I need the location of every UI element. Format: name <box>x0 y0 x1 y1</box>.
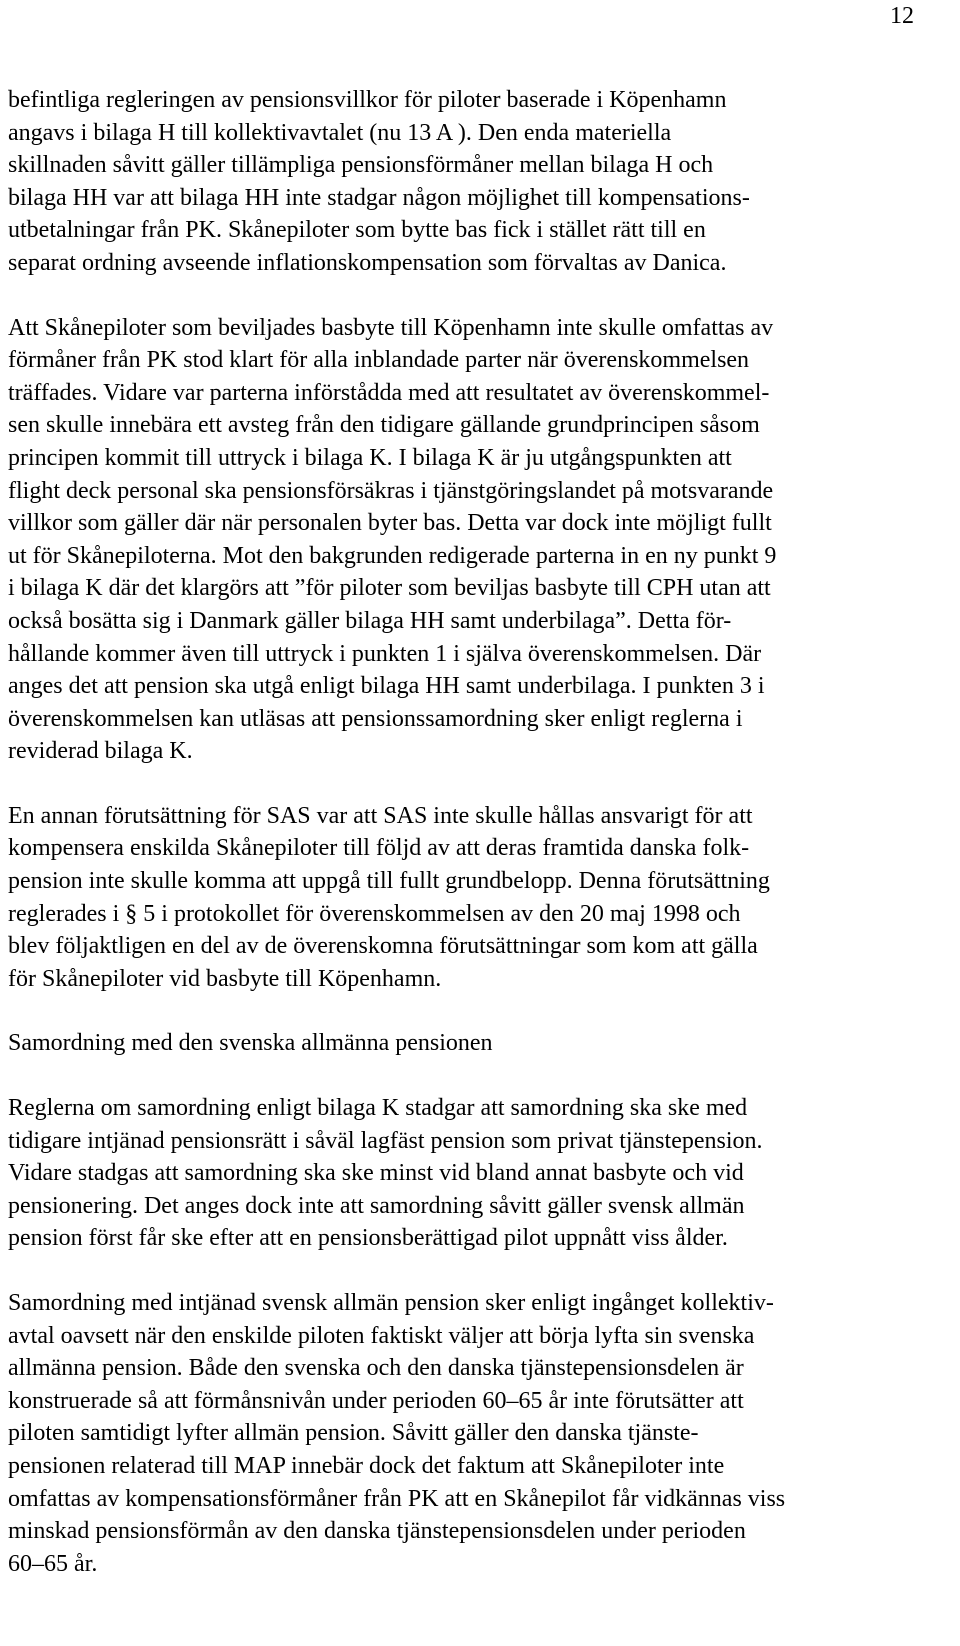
paragraph-2: Att Skånepiloter som beviljades basbyte till Köpenhamn inte skulle omfattas av förmåner från PK stod klart för alla inblandade parter när överenskommelsen träffades. Vidare var parterna införstådda med att resultatet av överenskommel- sen skulle innebära ett avsteg från den tidigare gällande grundprincipen såsom principen kommit till uttryck i bilaga K. I bilaga K är ju utgångspunkten att flight deck personal ska pensionsförsäkras i tjänstgöringslandet på motsvarande villkor som gäller där när personalen byter bas. Detta var dock inte möjligt fullt ut för Skånepiloterna. Mot den bakgrunden redigerade parterna in en ny punkt 9 i bilaga K där det klargörs att ”för piloter som beviljas basbyte till CPH utan att också bosätta sig i Danmark gäller bilaga HH samt underbilaga”. Detta för- hållande kommer även till uttryck i punkten 1 i själva överenskommelsen. Där anges det att pension ska utgå enligt bilaga HH samt underbilaga. I punkten 3 i överenskommelsen kan utläsas att pensionssamordning sker enligt reglerna i reviderad bilaga K. <box>8 314 777 765</box>
document-body <box>8 84 934 1612</box>
section-heading: Samordning med den svenska allmänna pensionen <box>8 1030 493 1057</box>
paragraph-3: En annan förutsättning för SAS var att SAS inte skulle hållas ansvarigt för att kompensera enskilda Skånepiloter till följd av att deras framtida danska folk- pension inte skulle komma att uppgå till fullt grundbelopp. Denna förutsättning reglerades i § 5 i protokollet för överenskommelsen av den 20 maj 1998 och blev följaktligen en del av de överenskomna förutsättningar som kom att gälla för Skånepiloter vid basbyte till Köpenhamn. <box>8 802 770 992</box>
paragraph-1: befintliga regleringen av pensionsvillkor för piloter baserade i Köpenhamn angavs i bilaga H till kollektivavtalet (nu 13 A ). Den enda materiella skillnaden såvitt gäller tillämpliga pensionsförmåner mellan bilaga H och bilaga HH var att bilaga HH inte stadgar någon möjlighet till kompensations- utbetalningar från PK. Skånepiloter som bytte bas fick i stället rätt till en separat ordning avseende inflationskompensation som förvaltas av Danica. <box>8 87 750 276</box>
paragraph-4: Reglerna om samordning enligt bilaga K stadgar att samordning ska ske med tidigare intjänad pensionsrätt i såväl lagfäst pension som privat tjänstepension. Vidare stadgas att samordning ska ske minst vid bland annat basbyte och vid pensionering. Det anges dock inte att samordning såvitt gäller svensk allmän pension först får ske efter att en pensionsberättigad pilot uppnått viss ålder. <box>8 1095 763 1252</box>
page-number: 12 <box>890 3 914 29</box>
paragraph-5: Samordning med intjänad svensk allmän pension sker enligt ingånget kollektiv- avtal oavsett när den enskilde piloten faktiskt väljer att börja lyfta sin svenska allmänna pension. Både den svenska och den danska tjänstepensionsdelen är konstruerade så att förmånsnivån under perioden 60–65 år inte förutsätter att piloten samtidigt lyfter allmän pension. Såvitt gäller den danska tjänste- pensionen relaterad till MAP innebär dock det faktum att Skånepiloter inte omfattas av kompensationsförmåner från PK att en Skånepilot får vidkännas viss minskad pensionsförmån av den danska tjänstepensionsdelen under perioden 60–65 år. <box>8 1290 786 1577</box>
